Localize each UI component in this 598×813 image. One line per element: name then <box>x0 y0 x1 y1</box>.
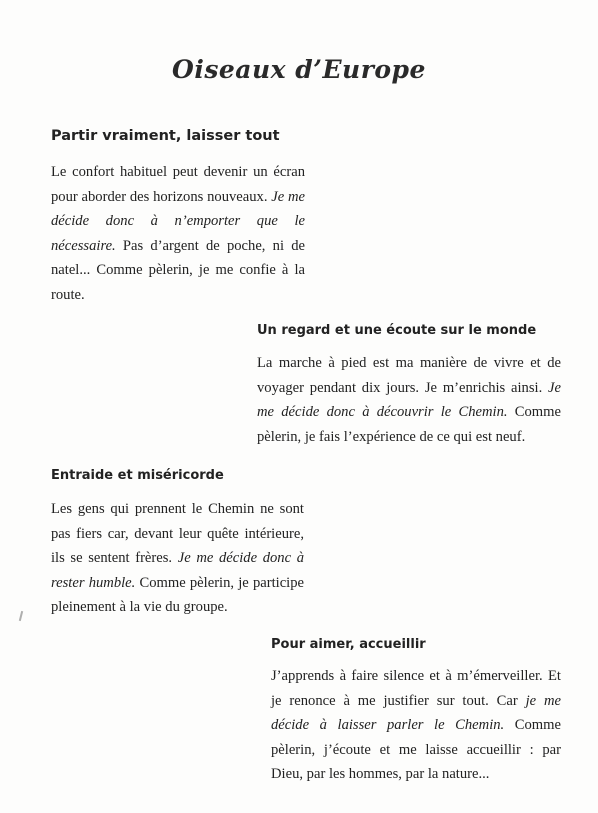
paragraph-text: La marche à pied est ma manière de vivre et de voyager pendant dix jours. Je m’enrichis ainsi. <box>257 355 561 396</box>
section-regard <box>257 323 561 449</box>
section-heading: Partir vraiment, laisser tout <box>51 128 280 144</box>
paragraph-text: Les gens qui prennent le Chemin ne sont pas fiers car, devant leur quête intérieure, ils se sentent frères. <box>51 501 304 566</box>
page-title: Oiseaux d’Europe <box>172 54 426 84</box>
section-heading: Pour aimer, accueillir <box>271 637 426 652</box>
section-aimer <box>271 637 561 787</box>
paragraph-text: Le confort habituel peut devenir un écran pour aborder des horizons nouveaux. <box>51 164 305 205</box>
section-paragraph <box>51 497 304 620</box>
scan-mark <box>19 611 23 621</box>
section-heading: Entraide et miséricorde <box>51 468 224 483</box>
paragraph-text: Pas d’argent de poche, ni de natel... Comme pèlerin, je me confie à la route. <box>51 237 305 303</box>
paragraph-emphasis: Je me décide donc à rester humble. <box>51 550 304 591</box>
section-paragraph <box>257 351 561 449</box>
section-paragraph <box>51 160 305 307</box>
paragraph-emphasis: je me décide à laisser parler le Chemin. <box>271 692 562 733</box>
section-entraide <box>51 468 304 620</box>
paragraph-emphasis: Je me décide donc à n’emporter que le nécessaire. <box>51 188 306 254</box>
paragraph-text: J’apprends à faire silence et à m’émerveiller. Et je renonce à me justifier sur tout. Car <box>271 668 561 709</box>
paragraph-emphasis: Je me décide donc à découvrir le Chemin. <box>257 379 561 420</box>
section-partir <box>51 128 305 307</box>
section-paragraph <box>271 664 561 787</box>
section-heading: Un regard et une écoute sur le monde <box>257 323 537 338</box>
paragraph-text: Comme pèlerin, je fais l’expérience de ce qui est neuf. <box>257 404 561 445</box>
paragraph-text: Comme pèlerin, je participe pleinement à la vie du groupe. <box>51 574 305 615</box>
paragraph-text: Comme pèlerin, j’écoute et me laisse accueillir : par Dieu, par les hommes, par la nature... <box>271 717 561 782</box>
